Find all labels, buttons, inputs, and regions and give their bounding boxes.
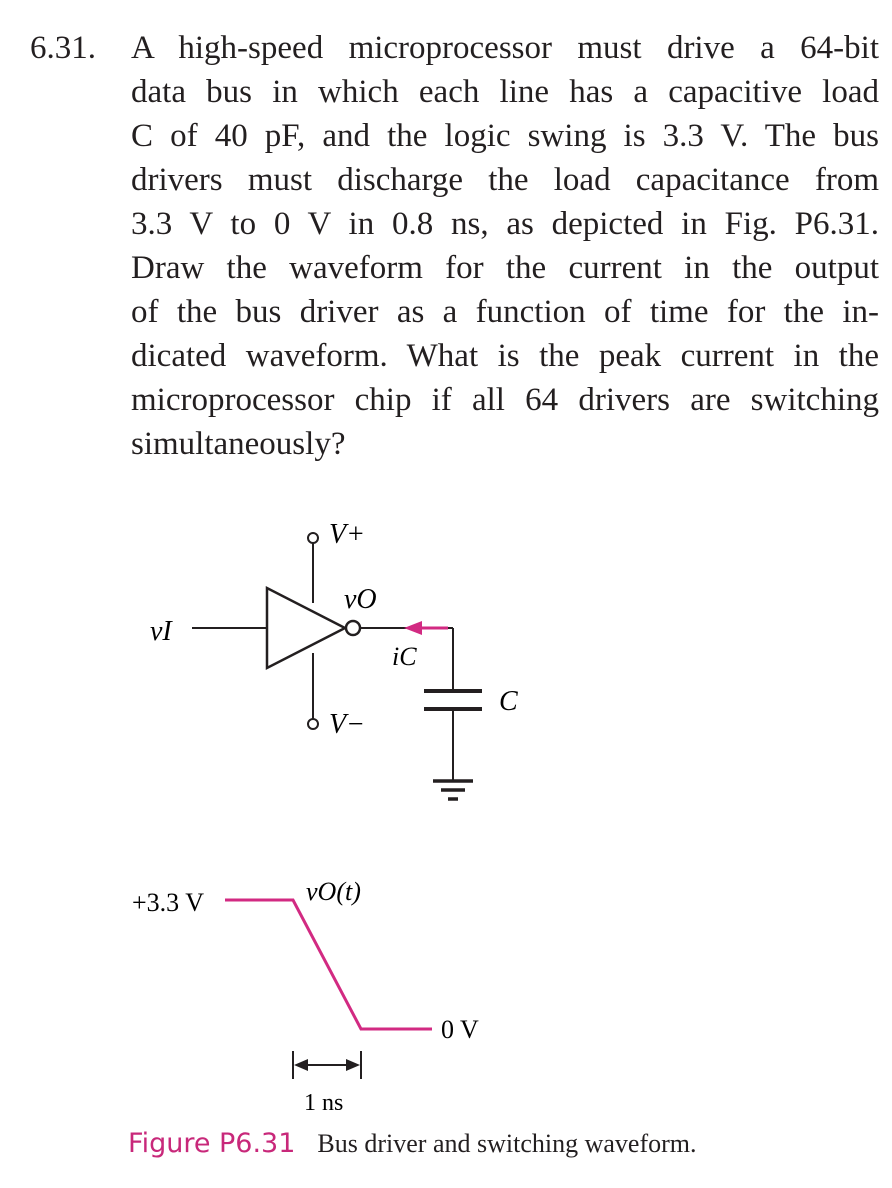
ground-icon <box>433 781 473 799</box>
v-minus-terminal <box>308 719 318 729</box>
i-cap-label <box>392 642 417 671</box>
time-label <box>304 1090 343 1116</box>
problem-line: data bus in which each line has a capacitive load <box>131 74 879 110</box>
problem-line: dicated waveform. What is the peak current in the <box>131 338 879 374</box>
inverter-triangle <box>267 588 345 668</box>
problem-line: drivers must discharge the load capacitance from <box>131 162 879 198</box>
problem-line: 3.3 V to 0 V in 0.8 ns, as depicted in Fig. P6.31. <box>131 206 879 242</box>
v-plus-label <box>329 519 365 550</box>
cap-label-text: C <box>499 686 518 717</box>
bus-driver-circuit <box>192 533 482 799</box>
problem-line: C of 40 pF, and the logic swing is 3.3 V. The bus <box>131 118 879 154</box>
low-level-label-text: 0 V <box>441 1015 479 1044</box>
high-level-label <box>132 888 204 917</box>
low-level-label <box>441 1015 479 1044</box>
v-minus-label-text: V− <box>329 709 365 740</box>
inverter-bubble <box>346 621 360 635</box>
i-cap-label-text: iC <box>392 642 417 671</box>
time-label-text: 1 ns <box>304 1090 344 1116</box>
figure-caption <box>128 1128 697 1159</box>
v-output-label <box>344 584 377 615</box>
problem-line: Draw the waveform for the current in the output <box>131 250 879 286</box>
switching-waveform <box>225 900 432 1029</box>
problem-line: simultaneously? <box>131 426 346 462</box>
current-arrow-icon <box>404 621 448 635</box>
high-level-label-text: +3.3 V <box>132 888 204 917</box>
problem-line: microprocessor chip if all 64 drivers are switching <box>131 382 879 418</box>
v-plus-terminal <box>308 533 318 543</box>
v-input-label-text: vI <box>150 616 172 647</box>
time-dimension <box>293 1051 361 1079</box>
v-output-label-text: vO <box>344 584 377 615</box>
problem-line: of the bus driver as a function of time for the in- <box>131 294 879 330</box>
cap-label <box>499 686 518 717</box>
problem-number: 6.31. <box>30 30 96 66</box>
signal-label <box>306 877 361 906</box>
v-input-label <box>150 616 173 647</box>
caption-text: Bus driver and switching waveform. <box>317 1129 697 1158</box>
signal-label-text: vO(t) <box>306 877 361 906</box>
v-plus-label-text: V+ <box>329 519 365 550</box>
caption-label: Figure P6.31 <box>128 1128 296 1159</box>
v-minus-label <box>329 709 365 740</box>
problem-line: A high-speed microprocessor must drive a 64-bit <box>131 30 879 66</box>
